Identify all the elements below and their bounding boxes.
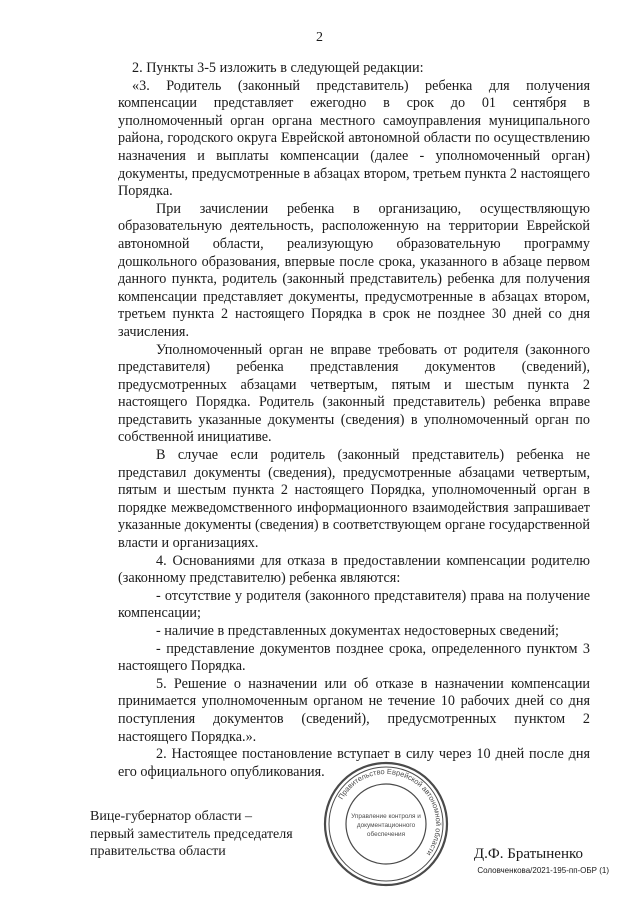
- paragraph: 5. Решение о назначении или об отказе в назначении компенсации принимается уполномоченным органом не течение 10 рабочих дней со дня поступления документов (сведений), предусмотренных пунктом 2 настоящего Порядка.».: [118, 675, 590, 745]
- seal-inner-text: Управление контроля и: [351, 813, 421, 820]
- seal-outer-text: Правительство Еврейской автономной области: [336, 766, 444, 858]
- seal-inner-text: документационного: [356, 822, 416, 829]
- page-number: 2: [316, 30, 323, 45]
- paragraph: - наличие в представленных документах недостоверных сведений;: [156, 623, 559, 639]
- seal-inner-text: обеспечения: [366, 831, 406, 838]
- paragraph: 2. Пункты 3-5 изложить в следующей редакции:: [132, 60, 424, 76]
- signature-title-line: Вице-губернатор области –: [90, 809, 252, 824]
- paragraph: 4. Основаниями для отказа в предоставлении компенсации родителю (законному представителю) ребенка являются:: [118, 552, 590, 587]
- paragraph: При зачислении ребенка в организацию, осуществляющую образовательную деятельность, расположенную на территории Еврейской автономной области, реализующую образовательную программу дошкольного образования, впервые после срока, указанного в абзаце первом данного пункта, родитель (законный представитель) ребенка для получения компенсации представляет документы, предусмотренные в абзацах втором, третьем пункта 2 настоящего Порядка в срок не позднее 30 дней со дня зачисления.: [118, 200, 590, 340]
- paragraph: Уполномоченный орган не вправе требовать от родителя (законного представителя) ребенка представления документов (сведений), предусмотренных абзацами четвертым, пятым и шестым пункта 2 настоящего Порядка. Родитель (законный представитель) ребенка вправе представить указанные документы (сведения) в уполномоченный орган по собственной инициативе.: [118, 341, 590, 446]
- paragraph: «3. Родитель (законный представитель) ребенка для получения компенсации представляет ежегодно в срок до 01 сентября в уполномоченный орган органа местного самоуправления муниципального района, городского округа Еврейской автономной области по осуществлению назначения и выплаты компенсации (далее - уполномоченный орган) документы, предусмотренные в абзацах втором, третьем пункта 2 настоящего Порядка.: [118, 77, 590, 200]
- paragraph: - отсутствие у родителя (законного представителя) права на получение компенсации;: [118, 587, 590, 622]
- signature-title-line: первый заместитель председателя: [90, 826, 293, 842]
- signature-block: [90, 808, 293, 861]
- paragraph: 2. Настоящее постановление вступает в силу через 10 дней после дня его официального опубликования.: [118, 746, 590, 780]
- signature-title-line: правительства области: [90, 844, 226, 859]
- official-seal-stamp: [322, 760, 450, 888]
- paragraph: В случае если родитель (законный представитель) ребенка не представил документы (сведения), предусмотренные абзацами четвертым, пятым и шестым пункта 2 настоящего Порядка, уполномоченный орган в порядке межведомственного информационного взаимодействия запрашивает указанные документы (сведения) в соответствующем органе государственной власти и организациях.: [118, 447, 590, 552]
- paragraph: - представление документов позднее срока, определенного пунктом 3 настоящего Порядка.: [118, 640, 590, 675]
- signer-name: Д.Ф. Братыненко: [473, 846, 583, 862]
- document-body: [118, 60, 590, 781]
- document-reference: Соловченкова/2021-195-пп-ОБР (1): [477, 866, 609, 875]
